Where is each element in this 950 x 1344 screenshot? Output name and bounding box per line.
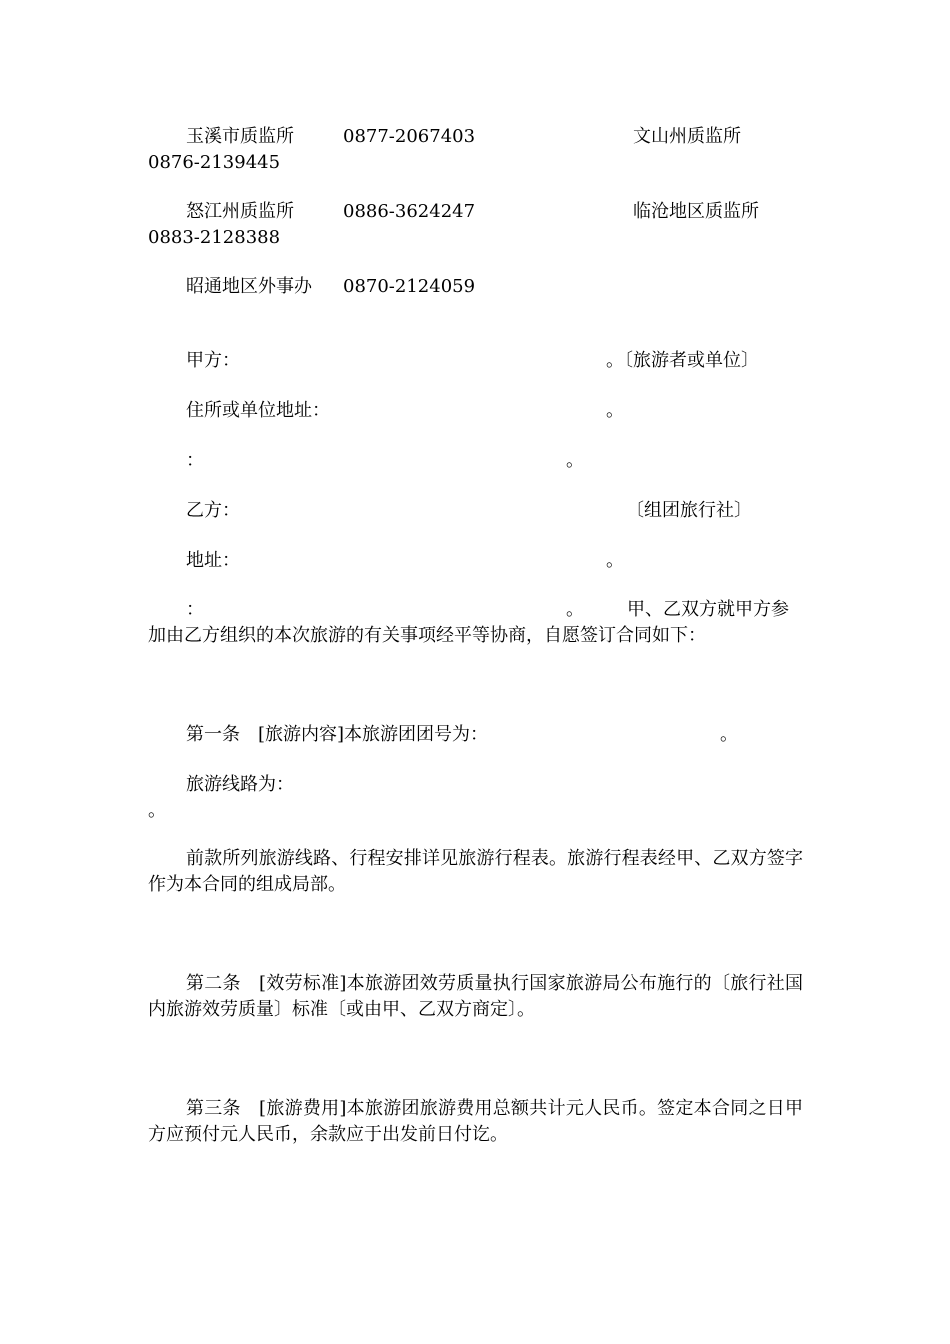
contact-phone: 0883-2128388 — [148, 227, 281, 248]
address-b-label: 地址： — [186, 550, 240, 571]
contact-name: 昭通地区外事办 — [186, 276, 312, 297]
article-3-paragraph: 第三条 [旅游费用]本旅游团旅游费用总额共计元人民币。签定本合同之日甲方应预付元人民币，余款应于出发前日付讫。 — [148, 1098, 803, 1145]
phone-b-end: 。 — [566, 599, 584, 620]
party-b-label: 乙方： — [186, 500, 240, 521]
contact-name: 文山州质监所 — [633, 126, 741, 147]
article-2-paragraph: 第二条 [效劳标准]本旅游团效劳质量执行国家旅游局公布施行的〔旅行社国内旅游效劳质量〕标准〔或由甲、乙双方商定〕。 — [148, 973, 803, 1020]
contact-phone: 0886-3624247 — [343, 201, 476, 222]
article-1-end: 。 — [720, 724, 738, 745]
route-end: 。 — [148, 800, 166, 821]
contact-phone: 0877-2067403 — [343, 126, 476, 147]
party-b-note: 〔组团旅行社〕 — [626, 500, 752, 521]
contact-name: 临沧地区质监所 — [633, 201, 759, 222]
address-label: 住所或单位地址： — [186, 400, 330, 421]
article-1-title: 第一条 [旅游内容]本旅游团团号为： — [186, 724, 489, 745]
address-end: 。 — [606, 400, 624, 421]
phone-a-label: ： — [186, 450, 204, 471]
intro-text: 甲、乙双方就甲方参 — [627, 599, 789, 620]
party-a-note: 。〔旅游者或单位〕 — [606, 350, 759, 371]
article-1-paragraph: 前款所列旅游线路、行程安排详见旅游行程表。旅游行程表经甲、乙双方签字作为本合同的组成局部。 — [148, 848, 803, 895]
contact-phone: 0876-2139445 — [148, 152, 281, 173]
contact-name: 怒江州质监所 — [186, 201, 294, 222]
phone-a-end: 。 — [566, 450, 584, 471]
party-a-label: 甲方： — [186, 350, 240, 371]
address-b-end: 。 — [606, 550, 624, 571]
route-label: 旅游线路为： — [186, 774, 294, 795]
intro-text: 加由乙方组织的本次旅游的有关事项经平等协商，自愿签订合同如下： — [148, 625, 706, 646]
phone-b-label: ： — [186, 599, 204, 620]
contact-name: 玉溪市质监所 — [186, 126, 294, 147]
contact-phone: 0870-2124059 — [343, 276, 476, 297]
